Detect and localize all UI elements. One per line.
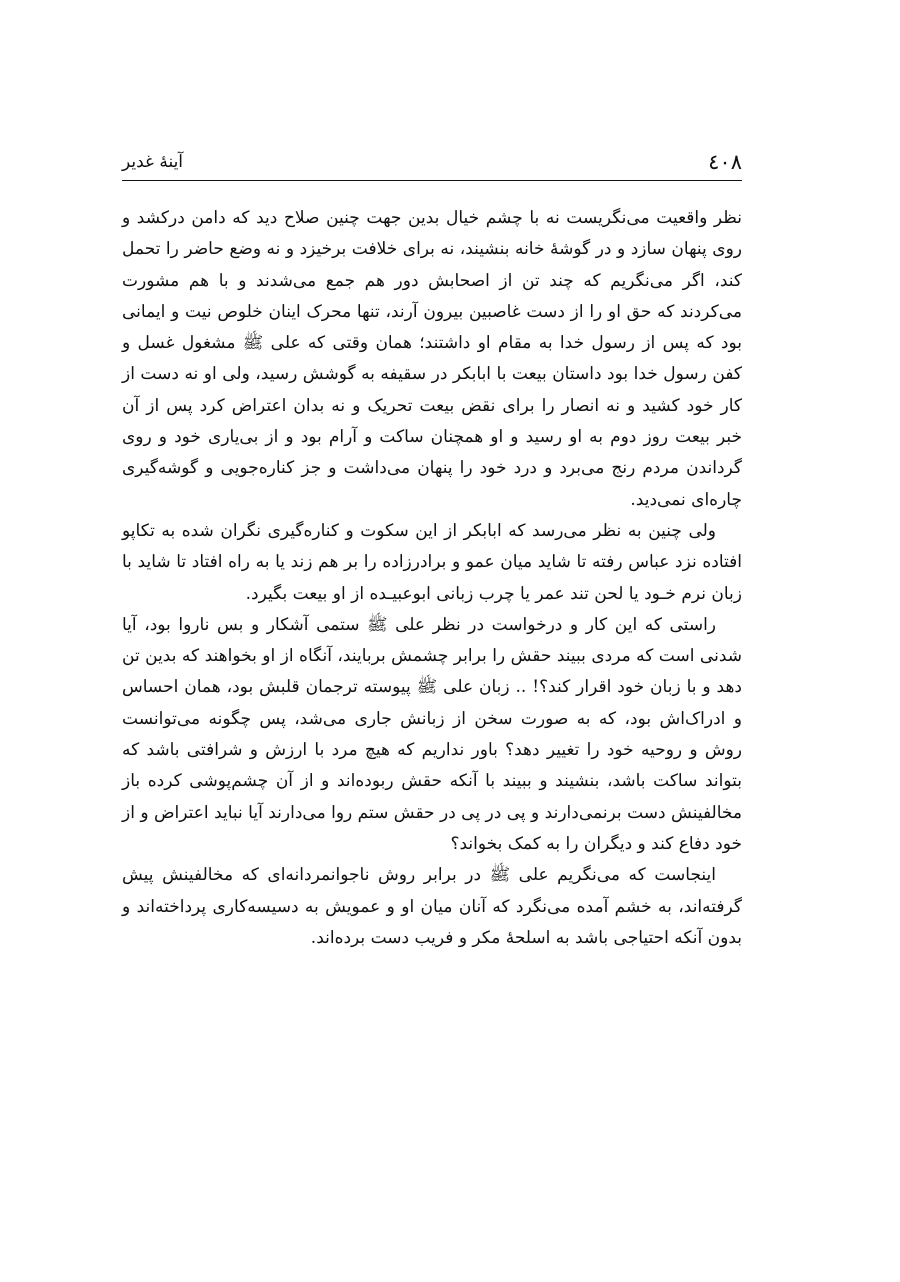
body-text: [122, 203, 742, 954]
paragraph-3: راستی که این کار و درخواست در نظر علی ﷺ ستمی آشکار و بس ناروا بود، آیا شدنی است که مردی ببیند حقش را برابر چشمش بربایند، آنگاه از او بخواهند که بدین تن دهد و با زبان خود اقرار کند؟! .. زبان علی ﷺ پیوسته ترجمان قلبش بود، همان احساس و ادراک‌اش بود، که به صورت سخن از زبانش جاری می‌شد، پس چگونه می‌توانست روش و روحیه خود را تغییر دهد؟ باور نداریم که هیچ مرد با ارزش و شرافتی باشد که بتواند ساکت باشد، بنشیند و ببیند با آنکه حقش ربوده‌اند و از آن چشم‌پوشی کرده باز مخالفینش دست برنمی‌دارند و پی در پی در حقش ستم روا می‌دارند آیا نباید اعتراض و از خود دفاع کند و دیگران را به کمک بخواند؟: [122, 614, 742, 854]
running-title: آینهٔ غدیر: [122, 152, 184, 172]
paragraph-1: نظر واقعیت می‌نگریست نه با چشم خیال بدین جهت چنین صلاح دید که دامن درکشد و روی پنهان سازد و در گوشهٔ خانه بنشیند، نه برای خلافت برخیزد و نه وضع حاضر را تحمل کند، اگر می‌نگریم که چند تن از اصحابش دور هم جمع می‌شدند و با هم مشورت می‌کردند که حق او را از دست غاصبین بیرون آرند، تنها محرک اینان خلوص نیت و ایمانی بود که پس از رسول خدا به مقام او داشتند؛ همان وقتی که علی ﷺ مشغول غسل و کفن رسول خدا بود داستان بیعت با ابابکر در سقیفه به گوشش رسید، ولی او نه دست از کار خود کشید و نه انصار را برای نقض بیعت تحریک و نه بدان اعتراض کرد پس از آن خبر بیعت روز دوم به او رسید و او همچنان ساکت و آرام بود و از بی‌یاری خود و روی گرداندن مردم رنج می‌برد و درد خود را پنهان می‌داشت و جز کناره‌جویی و گوشه‌گیری چاره‌ای نمی‌دید.: [122, 208, 742, 510]
page-number: ٤٠٨: [708, 150, 742, 174]
paragraph-4: اینجاست که می‌نگریم علی ﷺ در برابر روش ناجوانمردانه‌ای که مخالفینش پیش گرفته‌اند، به خشم آمده می‌نگرد که آنان میان او و عمویش به دسیسه‌کاری پرداخته‌اند و بدون آنکه احتیاجی باشد به اسلحهٔ مکر و فریب دست برده‌اند.: [122, 865, 742, 948]
paragraph-2: ولی چنین به نظر می‌رسد که ابابکر از این سکوت و کناره‌گیری نگران شده به تکاپو افتاده نزد عباس رفته تا شاید میان عمو و برادرزاده را بر هم زند یا به راه افتاد تا شاید با زبان نرم خـود یا لحن تند عمر یا چرب زبانی ابوعبیـده از او بیعت بگیرد.: [122, 520, 742, 604]
header-divider: [122, 180, 742, 181]
page-header: [122, 142, 742, 182]
